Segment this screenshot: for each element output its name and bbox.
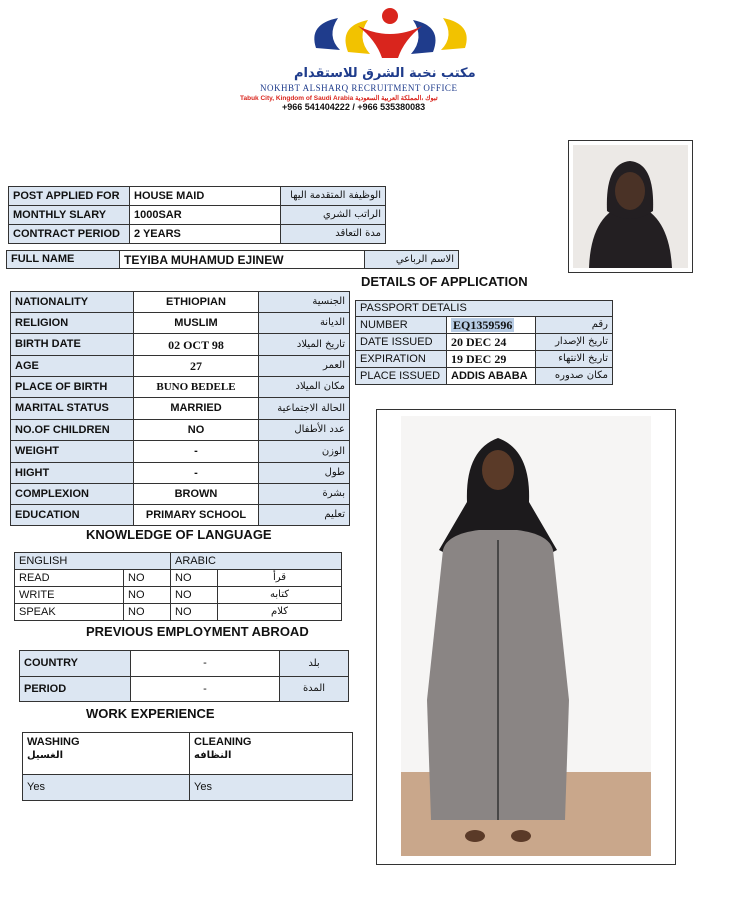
write-label: WRITE (15, 587, 124, 604)
religion-value: MUSLIM (134, 313, 259, 334)
speak-label: SPEAK (15, 604, 124, 621)
religion-ar: الديانة (259, 313, 350, 334)
read-ar: قرأ (218, 570, 342, 587)
portrait-photo-icon (569, 141, 692, 272)
country-ar: بلد (280, 651, 349, 677)
read-label: READ (15, 570, 124, 587)
birthplace-value: BUNO BEDELE (134, 377, 259, 398)
fullname-table (6, 250, 459, 269)
table-row (11, 505, 350, 526)
weight-value: - (134, 441, 259, 463)
passport-number-value: EQ1359596 (453, 317, 513, 332)
passport-place-value: ADDIS ABABA (447, 368, 536, 385)
office-arabic-name: مكتب نخبة الشرق للاستقدام (294, 66, 476, 81)
contract-label: CONTRACT PERIOD (9, 225, 130, 244)
speak-ar: كلام (218, 604, 342, 621)
children-ar: عدد الأطفال (259, 420, 350, 441)
english-header: ENGLISH (15, 553, 171, 570)
birthdate-ar: تاريخ الميلاد (259, 334, 350, 356)
application-table (8, 186, 386, 244)
table-row (11, 377, 350, 398)
education-label: EDUCATION (11, 505, 134, 526)
marital-ar: الحالة الاجتماعية (259, 398, 350, 420)
passport-table (355, 300, 613, 385)
language-table (14, 552, 342, 621)
passport-place-ar: مكان صدوره (536, 368, 613, 385)
cleaning-value: Yes (190, 775, 353, 801)
post-applied-label: POST APPLIED FOR (9, 187, 130, 206)
birthdate-value: 02 OCT 98 (134, 334, 259, 356)
marital-label: MARITAL STATUS (11, 398, 134, 420)
speak-arabic: NO (171, 604, 218, 621)
details-title: DETAILS OF APPLICATION (361, 274, 528, 289)
passport-issued-value: 20 DEC 24 (447, 334, 536, 351)
height-ar: طول (259, 463, 350, 484)
salary-ar: الراتب الشري (281, 206, 386, 225)
table-row (11, 313, 350, 334)
birthplace-ar: مكان الميلاد (259, 377, 350, 398)
speak-english: NO (124, 604, 171, 621)
passport-number-label: NUMBER (356, 317, 447, 334)
table-row (11, 292, 350, 313)
nationality-label: NATIONALITY (11, 292, 134, 313)
fullname-label: FULL NAME (7, 251, 120, 269)
passport-title: PASSPORT DETALIS (356, 301, 613, 317)
experience-table (22, 732, 353, 801)
complexion-ar: بشرة (259, 484, 350, 505)
full-body-photo (376, 409, 676, 865)
post-applied-value: HOUSE MAID (130, 187, 281, 206)
employment-table (19, 650, 349, 702)
age-value: 27 (134, 356, 259, 377)
birthdate-label: BIRTH DATE (11, 334, 134, 356)
contract-ar: مدة التعاقد (281, 225, 386, 244)
age-ar: العمر (259, 356, 350, 377)
age-label: AGE (11, 356, 134, 377)
washing-ar: الغسيل (27, 750, 64, 761)
table-row (11, 334, 350, 356)
period-label: PERIOD (20, 677, 131, 702)
office-phones: +966 541404222 / +966 535380083 (282, 102, 426, 112)
salary-label: MONTHLY SLARY (9, 206, 130, 225)
washing-value: Yes (23, 775, 190, 801)
nationality-ar: الجنسية (259, 292, 350, 313)
write-english: NO (124, 587, 171, 604)
employment-title: PREVIOUS EMPLOYMENT ABROAD (86, 624, 309, 639)
height-value: - (134, 463, 259, 484)
fullname-value: TEYIBA MUHAMUD EJINEW (120, 251, 365, 269)
passport-place-label: PLACE ISSUED (356, 368, 447, 385)
experience-title: WORK EXPERIENCE (86, 706, 215, 721)
fullname-ar: الاسم الرباعي (365, 251, 459, 269)
office-address: Tabuk City, Kingdom of Saudi Arabia تبوك ،المملكة العربية السعودية (240, 95, 438, 102)
table-row (15, 570, 342, 587)
contract-value: 2 YEARS (130, 225, 281, 244)
salary-value: 1000SAR (130, 206, 281, 225)
read-english: NO (124, 570, 171, 587)
education-value: PRIMARY SCHOOL (134, 505, 259, 526)
height-label: HIGHT (11, 463, 134, 484)
passport-expiry-label: EXPIRATION (356, 351, 447, 368)
cleaning-ar: النظافه (194, 750, 232, 761)
language-title: KNOWLEDGE OF LANGUAGE (86, 527, 272, 542)
country-label: COUNTRY (20, 651, 131, 677)
table-row (15, 604, 342, 621)
children-value: NO (134, 420, 259, 441)
birthplace-label: PLACE OF BIRTH (11, 377, 134, 398)
religion-label: RELIGION (11, 313, 134, 334)
table-row (11, 420, 350, 441)
table-row (11, 441, 350, 463)
table-row (11, 356, 350, 377)
country-value: - (131, 651, 280, 677)
write-arabic: NO (171, 587, 218, 604)
weight-ar: الوزن (259, 441, 350, 463)
write-ar: كتابه (218, 587, 342, 604)
passport-issued-label: DATE ISSUED (356, 334, 447, 351)
post-applied-ar: الوظيفة المتقدمة اليها (281, 187, 386, 206)
children-label: NO.OF CHILDREN (11, 420, 134, 441)
table-row (11, 463, 350, 484)
complexion-label: COMPLEXION (11, 484, 134, 505)
nationality-value: ETHIOPIAN (134, 292, 259, 313)
period-ar: المدة (280, 677, 349, 702)
period-value: - (131, 677, 280, 702)
cleaning-label: CLEANING (194, 736, 252, 748)
weight-label: WEIGHT (11, 441, 134, 463)
read-arabic: NO (171, 570, 218, 587)
passport-expiry-value: 19 DEC 29 (447, 351, 536, 368)
logo-icon (308, 6, 473, 64)
passport-number-ar: رقم (536, 317, 613, 334)
personal-table (10, 291, 350, 526)
full-body-photo-icon (377, 410, 675, 864)
table-row (11, 398, 350, 420)
complexion-value: BROWN (134, 484, 259, 505)
education-ar: تعليم (259, 505, 350, 526)
washing-label: WASHING (27, 736, 80, 748)
office-english-name: NOKHBT ALSHARQ RECRUITMENT OFFICE (260, 83, 458, 93)
arabic-header: ARABIC (171, 553, 342, 570)
marital-value: MARRIED (134, 398, 259, 420)
table-row (15, 587, 342, 604)
header-logo (236, 6, 546, 114)
passport-expiry-ar: تاريخ الانتهاء (536, 351, 613, 368)
table-row (11, 484, 350, 505)
passport-issued-ar: تاريخ الإصدار (536, 334, 613, 351)
portrait-photo (568, 140, 693, 273)
